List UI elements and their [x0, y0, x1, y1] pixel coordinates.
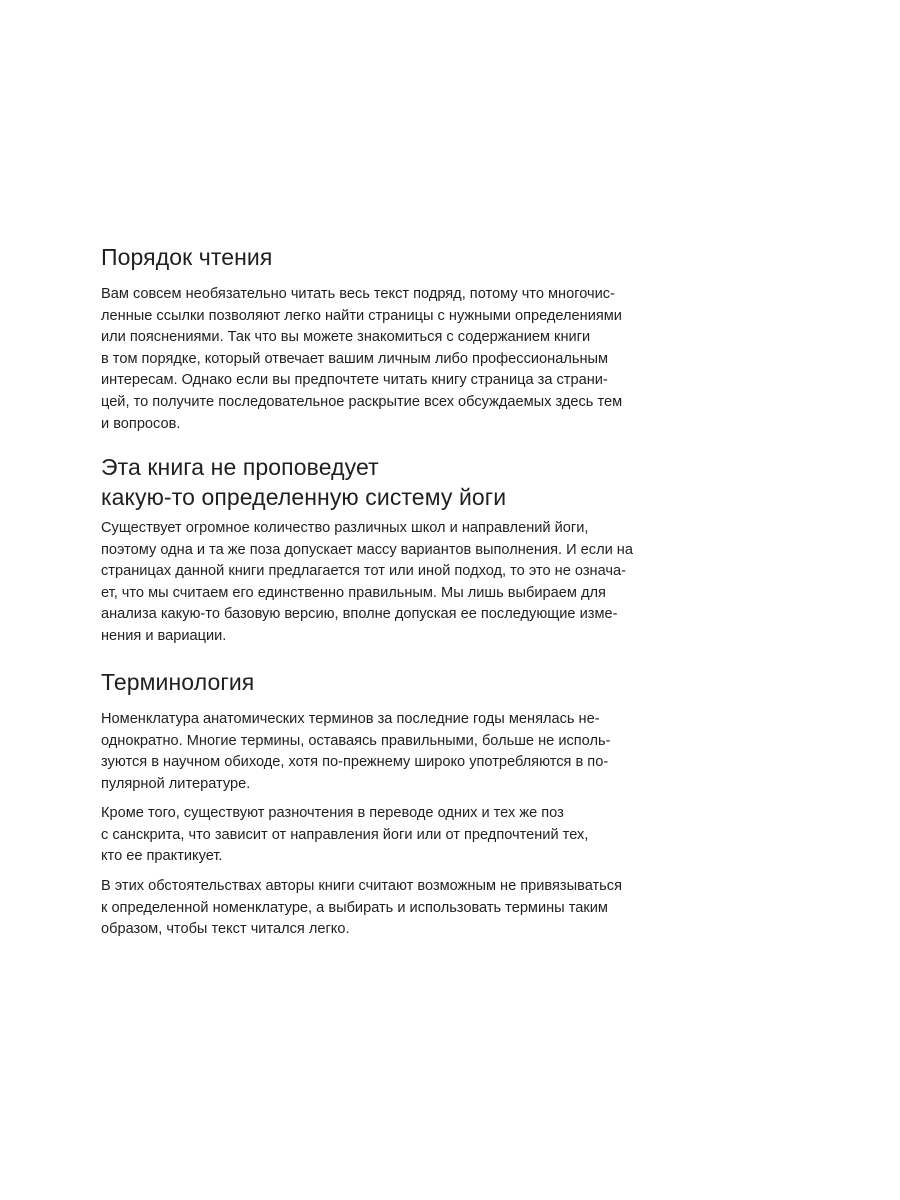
paragraph	[101, 518, 633, 648]
section-heading	[101, 452, 506, 512]
text-line: Вам совсем необязательно читать весь текст подряд, потому что многочис-	[101, 286, 615, 302]
text-line: зуются в научном обиходе, хотя по-прежнему широко употребляются в по-	[101, 754, 609, 771]
text-line: Номенклатура анатомических терминов за последние годы менялась не-	[101, 711, 600, 727]
text-line: к определенной номенклатуре, а выбирать и использовать термины таким	[101, 899, 608, 916]
section-heading	[101, 242, 272, 272]
text-line: с санскрита, что зависит от направления йоги или от предпочтений тех,	[101, 826, 589, 843]
section-no-yoga-system	[101, 452, 506, 512]
text-line: в том порядке, который отвечает вашим личным либо профессиональным	[101, 350, 609, 367]
heading-line: какую-то определенную систему йоги	[101, 484, 507, 510]
section-reading-order	[101, 242, 272, 272]
paragraph	[101, 709, 610, 795]
text-line: цей, то получите последовательное раскрытие всех обсуждаемых здесь тем	[101, 393, 623, 410]
section-terminology	[101, 667, 254, 697]
text-line: кто ее практикует.	[101, 848, 223, 865]
text-line: образом, чтобы текст читался легко.	[101, 921, 350, 938]
text-line: и вопросов.	[101, 415, 181, 432]
text-line: ленные ссылки позволяют легко найти страницы с нужными определениями	[101, 307, 622, 324]
paragraph	[101, 284, 622, 435]
text-line: В этих обстоятельствах авторы книги считают возможным не привязываться	[101, 878, 622, 894]
text-line: страницах данной книги предлагается тот или иной подход, то это не означа-	[101, 563, 626, 580]
heading-line: Эта книга не проповедует	[101, 454, 379, 480]
text-line: или пояснениями. Так что вы можете знакомиться с содержанием книги	[101, 329, 591, 346]
heading-line: Порядок чтения	[101, 244, 273, 270]
section-heading	[101, 667, 254, 697]
text-line: пулярной литературе.	[101, 775, 251, 792]
text-line: анализа какую-то базовую версию, вполне допуская ее последующие изме-	[101, 606, 618, 623]
text-line: нения и вариации.	[101, 627, 227, 644]
paragraph	[101, 803, 588, 868]
heading-line: Терминология	[101, 669, 255, 695]
paragraph	[101, 876, 622, 941]
text-line: Кроме того, существуют разночтения в переводе одних и тех же поз	[101, 805, 564, 821]
text-line: Существует огромное количество различных школ и направлений йоги,	[101, 520, 589, 536]
text-line: однократно. Многие термины, оставаясь правильными, больше не исполь-	[101, 732, 611, 749]
text-line: ет, что мы считаем его единственно правильным. Мы лишь выбираем для	[101, 584, 606, 601]
text-line: интересам. Однако если вы предпочтете читать книгу страница за страни-	[101, 372, 608, 389]
text-line: поэтому одна и та же поза допускает массу вариантов выполнения. И если на	[101, 541, 633, 558]
